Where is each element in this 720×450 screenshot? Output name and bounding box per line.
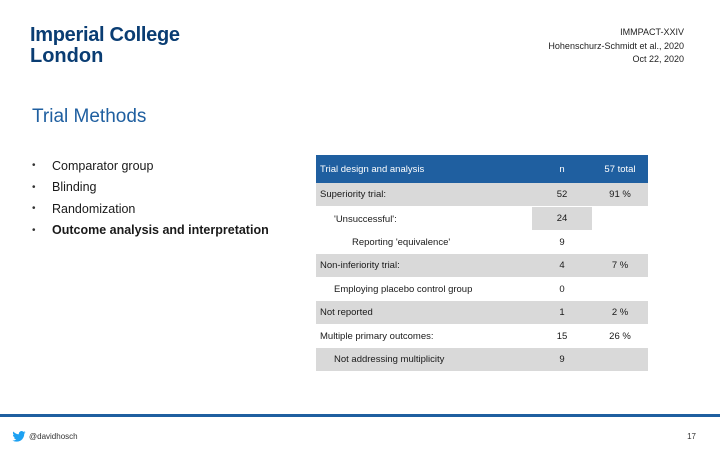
twitter-handle[interactable] [12,431,78,442]
row-label: Non-inferiority trial: [316,254,532,278]
row-label: Reporting 'equivalence' [352,237,451,248]
row-label: 'Unsuccessful': [334,213,397,225]
bullet-icon: • [32,203,36,215]
table-row [316,254,648,278]
bullet-item [32,198,269,220]
header-cell-label: Trial design and analysis [316,155,532,183]
bullet-item [32,155,269,177]
table-row [316,278,648,301]
row-n: 24 [532,207,592,231]
twitter-handle-text: @davidhosch [29,432,78,441]
bullet-item [32,220,269,242]
logo-line-1: Imperial College [30,24,180,46]
row-pct [592,278,648,301]
bullet-icon: • [32,181,36,193]
row-pct: 91 % [592,183,648,207]
table-row [316,325,648,348]
table-row [316,348,648,372]
imperial-college-logo [30,24,180,66]
row-pct [592,207,648,231]
slide-meta [548,26,684,67]
row-pct [592,348,648,372]
table-row [316,207,648,231]
table-row [316,183,648,207]
row-pct: 26 % [609,331,631,342]
row-pct: 7 % [592,254,648,278]
meta-event: IMMPACT-XXIV [620,27,684,37]
table-row [316,231,648,254]
row-n: 9 [559,237,565,248]
page-number: 17 [687,432,696,441]
header-cell-total: 57 total [592,155,648,183]
meta-citation: Hohenschurz-Schmidt et al., 2020 [548,40,684,51]
row-n: 15 [556,331,568,342]
row-pct: 2 % [592,301,648,325]
bullet-list [32,155,269,241]
bullet-item [32,177,269,199]
row-n: 4 [532,254,592,278]
row-n: 0 [559,284,565,295]
row-label: Not reported [316,301,532,325]
header-cell-n: n [532,155,592,183]
row-label: Employing placebo control group [334,284,473,295]
bullet-label: Randomization [52,201,136,216]
footer-divider [0,414,720,417]
row-n: 52 [532,183,592,207]
row-label: Multiple primary outcomes: [320,331,434,342]
logo-line-2: London [30,45,104,67]
bullet-label: Comparator group [52,158,154,173]
row-label: Superiority trial: [316,183,532,207]
bullet-icon: • [32,224,36,236]
row-n: 1 [532,301,592,325]
row-n: 9 [532,348,592,372]
trial-design-table [316,155,648,372]
slide-title: Trial Methods [32,106,147,127]
row-pct [592,231,648,254]
bullet-label: Blinding [52,180,97,195]
table-header-row [316,155,648,183]
bullet-icon: • [32,160,36,172]
meta-date: Oct 22, 2020 [632,54,684,64]
row-label: Not addressing multiplicity [316,348,532,372]
bullet-label: Outcome analysis and interpretation [52,223,269,238]
table-row [316,301,648,325]
twitter-bird-icon [12,431,26,442]
